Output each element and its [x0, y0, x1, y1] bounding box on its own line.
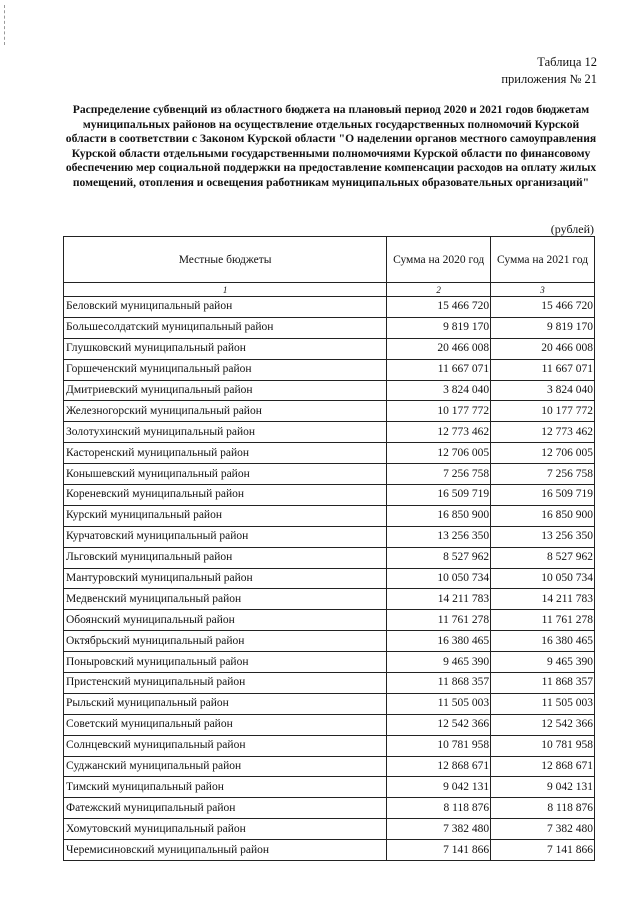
column-header-budgets: Местные бюджеты	[64, 237, 387, 283]
amount-2020: 13 256 350	[387, 526, 491, 547]
amount-2020: 7 141 866	[387, 840, 491, 861]
table-row	[64, 443, 595, 464]
table-row	[64, 673, 595, 694]
district-name: Курчатовский муниципальный район	[64, 526, 387, 547]
amount-2021: 15 466 720	[491, 297, 595, 318]
district-name: Золотухинский муниципальный район	[64, 422, 387, 443]
table-row	[64, 422, 595, 443]
table-row	[64, 380, 595, 401]
district-name: Горшеченский муниципальный район	[64, 359, 387, 380]
column-header-2021: Сумма на 2021 год	[491, 237, 595, 283]
district-name: Мантуровский муниципальный район	[64, 568, 387, 589]
amount-2021: 16 509 719	[491, 485, 595, 506]
amount-2021: 9 042 131	[491, 777, 595, 798]
table-row	[64, 359, 595, 380]
amount-2020: 20 466 008	[387, 338, 491, 359]
amount-2020: 10 177 772	[387, 401, 491, 422]
column-number-row	[64, 283, 595, 297]
district-name: Конышевский муниципальный район	[64, 464, 387, 485]
table-row	[64, 631, 595, 652]
table-row	[64, 610, 595, 631]
amount-2021: 9 819 170	[491, 317, 595, 338]
table-row	[64, 589, 595, 610]
district-name: Большесолдатский муниципальный район	[64, 317, 387, 338]
amount-2020: 9 819 170	[387, 317, 491, 338]
amount-2020: 16 850 900	[387, 505, 491, 526]
amount-2021: 11 868 357	[491, 673, 595, 694]
amount-2021: 7 141 866	[491, 840, 595, 861]
amount-2020: 14 211 783	[387, 589, 491, 610]
district-name: Солнцевский муниципальный район	[64, 735, 387, 756]
amount-2020: 12 868 671	[387, 756, 491, 777]
amount-2021: 20 466 008	[491, 338, 595, 359]
unit-label: (рублей)	[550, 222, 594, 236]
district-name: Касторенский муниципальный район	[64, 443, 387, 464]
amount-2021: 11 667 071	[491, 359, 595, 380]
district-name: Беловский муниципальный район	[64, 297, 387, 318]
amount-2021: 16 380 465	[491, 631, 595, 652]
amount-2021: 3 824 040	[491, 380, 595, 401]
district-name: Обоянский муниципальный район	[64, 610, 387, 631]
amount-2020: 12 542 366	[387, 714, 491, 735]
amount-2020: 15 466 720	[387, 297, 491, 318]
amount-2020: 9 042 131	[387, 777, 491, 798]
amount-2020: 8 118 876	[387, 798, 491, 819]
amount-2021: 11 505 003	[491, 693, 595, 714]
table-row	[64, 777, 595, 798]
amount-2021: 8 527 962	[491, 547, 595, 568]
table-row	[64, 401, 595, 422]
table-row	[64, 317, 595, 338]
amount-2021: 12 868 671	[491, 756, 595, 777]
amount-2020: 11 761 278	[387, 610, 491, 631]
table-row	[64, 464, 595, 485]
district-name: Хомутовский муниципальный район	[64, 819, 387, 840]
column-number: 3	[491, 283, 595, 297]
table-row	[64, 526, 595, 547]
table-row	[64, 735, 595, 756]
district-name: Льговский муниципальный район	[64, 547, 387, 568]
table-row	[64, 547, 595, 568]
amount-2021: 12 542 366	[491, 714, 595, 735]
table-row	[64, 505, 595, 526]
district-name: Рыльский муниципальный район	[64, 693, 387, 714]
amount-2020: 11 505 003	[387, 693, 491, 714]
amount-2020: 7 382 480	[387, 819, 491, 840]
column-number: 1	[64, 283, 387, 297]
amount-2020: 8 527 962	[387, 547, 491, 568]
amount-2020: 12 773 462	[387, 422, 491, 443]
amount-2020: 11 667 071	[387, 359, 491, 380]
amount-2021: 10 781 958	[491, 735, 595, 756]
table-row	[64, 693, 595, 714]
table-row	[64, 297, 595, 318]
district-name: Глушковский муниципальный район	[64, 338, 387, 359]
district-name: Советский муниципальный район	[64, 714, 387, 735]
table-row	[64, 338, 595, 359]
district-name: Фатежский муниципальный район	[64, 798, 387, 819]
amount-2021: 8 118 876	[491, 798, 595, 819]
table-label: Таблица 12	[537, 55, 597, 69]
amount-2020: 16 509 719	[387, 485, 491, 506]
amount-2021: 12 706 005	[491, 443, 595, 464]
district-name: Медвенский муниципальный район	[64, 589, 387, 610]
appendix-label: приложения № 21	[501, 72, 597, 86]
table-header-row	[64, 237, 595, 283]
district-name: Кореневский муниципальный район	[64, 485, 387, 506]
amount-2020: 10 050 734	[387, 568, 491, 589]
district-name: Курский муниципальный район	[64, 505, 387, 526]
amount-2021: 7 382 480	[491, 819, 595, 840]
amount-2020: 9 465 390	[387, 652, 491, 673]
column-header-2020: Сумма на 2020 год	[387, 237, 491, 283]
district-name: Тимский муниципальный район	[64, 777, 387, 798]
amount-2021: 14 211 783	[491, 589, 595, 610]
table-row	[64, 798, 595, 819]
scan-margin-mark	[4, 5, 6, 45]
amount-2020: 10 781 958	[387, 735, 491, 756]
district-name: Суджанский муниципальный район	[64, 756, 387, 777]
amount-2021: 10 050 734	[491, 568, 595, 589]
district-name: Железногорский муниципальный район	[64, 401, 387, 422]
document-title: Распределение субвенций из областного бюджета на плановый период 2020 и 2021 годов бюджетам муниципальных районов на осуществление отдельных государственных полномочий Курской области в соответствии с Законом Курской области "О наделении органов местного самоуправления Курской области отдельными государственными полномочиями Курской области по финансовому обеспечению мер социальной поддержки на предоставление компенсации расходов на оплату жилых помещений, отопления и освещения работникам муниципальных образовательных организаций"	[65, 103, 597, 189]
amount-2020: 7 256 758	[387, 464, 491, 485]
district-name: Дмитриевский муниципальный район	[64, 380, 387, 401]
table-row	[64, 568, 595, 589]
amount-2021: 16 850 900	[491, 505, 595, 526]
district-name: Октябрьский муниципальный район	[64, 631, 387, 652]
district-name: Поныровский муниципальный район	[64, 652, 387, 673]
amount-2020: 3 824 040	[387, 380, 491, 401]
subsidy-table	[63, 236, 595, 861]
amount-2021: 12 773 462	[491, 422, 595, 443]
amount-2021: 11 761 278	[491, 610, 595, 631]
amount-2020: 11 868 357	[387, 673, 491, 694]
table-row	[64, 756, 595, 777]
amount-2021: 13 256 350	[491, 526, 595, 547]
amount-2021: 7 256 758	[491, 464, 595, 485]
table-row	[64, 485, 595, 506]
amount-2021: 10 177 772	[491, 401, 595, 422]
amount-2021: 9 465 390	[491, 652, 595, 673]
district-name: Пристенский муниципальный район	[64, 673, 387, 694]
column-number: 2	[387, 283, 491, 297]
amount-2020: 16 380 465	[387, 631, 491, 652]
table-row	[64, 819, 595, 840]
district-name: Черемисиновский муниципальный район	[64, 840, 387, 861]
table-row	[64, 714, 595, 735]
table-row	[64, 652, 595, 673]
amount-2020: 12 706 005	[387, 443, 491, 464]
table-row	[64, 840, 595, 861]
